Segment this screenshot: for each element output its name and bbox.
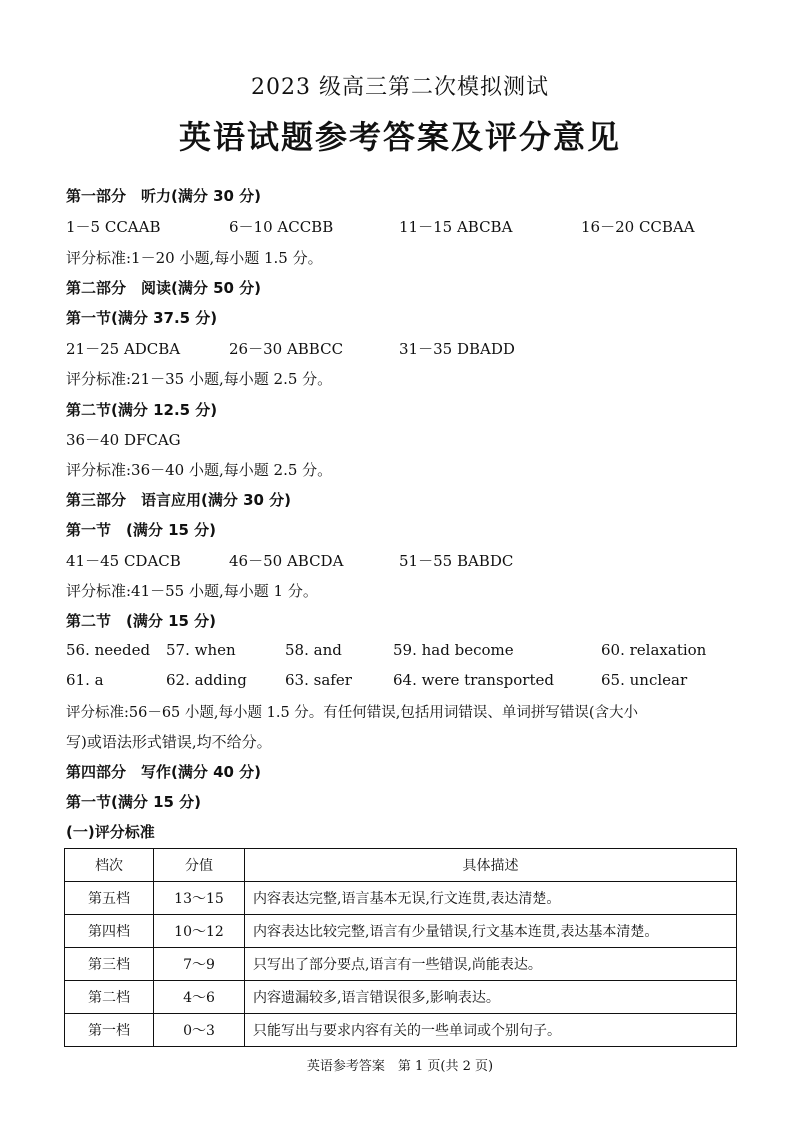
- answer-group: 1－5 CCAAB: [66, 218, 161, 236]
- exam-title: 2023 级高三第二次模拟测试: [251, 75, 549, 100]
- answer-group: 41－45 CDACB: [66, 552, 181, 570]
- page-footer: 英语参考答案 第 1 页(共 2 页): [306, 1059, 494, 1074]
- level-cell: 第三档: [65, 948, 154, 981]
- level-cell: 第二档: [65, 981, 154, 1014]
- part1-rule: 评分标准:1－20 小题,每小题 1.5 分。: [66, 249, 323, 267]
- answer-group: 51－55 BABDC: [399, 552, 514, 570]
- answer-group: 6－10 ACCBB: [229, 218, 334, 236]
- column-header-description: 具体描述: [245, 849, 737, 882]
- answer-group: 11－15 ABCBA: [399, 218, 513, 236]
- fill-answer: 59. had become: [393, 641, 514, 659]
- part3-sec2-rule-line2: 写)或语法形式错误,均不给分。: [66, 733, 272, 751]
- description-cell: 内容表达比较完整,语言有少量错误,行文基本连贯,表达基本清楚。: [245, 915, 737, 948]
- level-cell: 第四档: [65, 915, 154, 948]
- scoring-table: [64, 848, 737, 1047]
- part3-sec2-rule-line1: 评分标准:56－65 小题,每小题 1.5 分。有任何错误,包括用词错误、单词拼写错误(含大小: [66, 705, 639, 721]
- fill-answer: 61. a: [66, 671, 104, 689]
- part2-sec2-heading: 第二节(满分 12.5 分): [66, 401, 218, 419]
- answer-group: 46－50 ABCDA: [229, 552, 344, 570]
- score-cell: 10～12: [154, 915, 245, 948]
- answer-group: 21－25 ADCBA: [66, 340, 181, 358]
- fill-answer: 63. safer: [285, 671, 352, 689]
- score-cell: 4～6: [154, 981, 245, 1014]
- level-cell: 第一档: [65, 1014, 154, 1047]
- part3-sec1-heading: 第一节 (满分 15 分): [66, 521, 217, 539]
- table-row: [65, 948, 737, 981]
- description-cell: 内容遗漏较多,语言错误很多,影响表达。: [245, 981, 737, 1014]
- document-title: 英语试题参考答案及评分意见: [178, 118, 621, 156]
- table-header-row: [65, 849, 737, 882]
- answer-group: 16－20 CCBAA: [581, 218, 695, 236]
- table-row: [65, 882, 737, 915]
- score-cell: 7～9: [154, 948, 245, 981]
- fill-answer: 56. needed: [66, 641, 151, 659]
- part2-sec1-rule: 评分标准:21－35 小题,每小题 2.5 分。: [66, 370, 333, 388]
- fill-answer: 57. when: [166, 641, 236, 659]
- score-cell: 13～15: [154, 882, 245, 915]
- table-row: [65, 981, 737, 1014]
- part1-heading: 第一部分 听力(满分 30 分): [66, 187, 262, 205]
- part2-sec1-heading: 第一节(满分 37.5 分): [66, 309, 218, 327]
- part2-heading: 第二部分 阅读(满分 50 分): [66, 279, 262, 297]
- answer-group: 36－40 DFCAG: [66, 431, 181, 449]
- score-cell: 0～3: [154, 1014, 245, 1047]
- description-cell: 内容表达完整,语言基本无误,行文连贯,表达清楚。: [245, 882, 737, 915]
- part4-heading: 第四部分 写作(满分 40 分): [66, 763, 262, 781]
- column-header-score: 分值: [154, 849, 245, 882]
- fill-answer: 60. relaxation: [601, 641, 707, 659]
- answer-group: 26－30 ABBCC: [229, 340, 344, 358]
- fill-answer: 62. adding: [166, 671, 247, 689]
- answer-group: 31－35 DBADD: [399, 340, 515, 358]
- part3-sec1-rule: 评分标准:41－55 小题,每小题 1 分。: [66, 582, 318, 600]
- table-row: [65, 915, 737, 948]
- fill-answer: 64. were transported: [393, 671, 554, 689]
- part3-sec2-heading: 第二节 (满分 15 分): [66, 612, 217, 630]
- part3-heading: 第三部分 语言应用(满分 30 分): [66, 491, 292, 509]
- fill-answer: 58. and: [285, 641, 342, 659]
- part2-sec2-rule: 评分标准:36－40 小题,每小题 2.5 分。: [66, 461, 333, 479]
- description-cell: 只写出了部分要点,语言有一些错误,尚能表达。: [245, 948, 737, 981]
- description-cell: 只能写出与要求内容有关的一些单词或个别句子。: [245, 1014, 737, 1047]
- fill-answer: 65. unclear: [601, 671, 688, 689]
- level-cell: 第五档: [65, 882, 154, 915]
- part4-sec1-heading: 第一节(满分 15 分): [66, 793, 202, 811]
- table-row: [65, 1014, 737, 1047]
- criteria-heading: (一)评分标准: [66, 823, 155, 841]
- column-header-level: 档次: [65, 849, 154, 882]
